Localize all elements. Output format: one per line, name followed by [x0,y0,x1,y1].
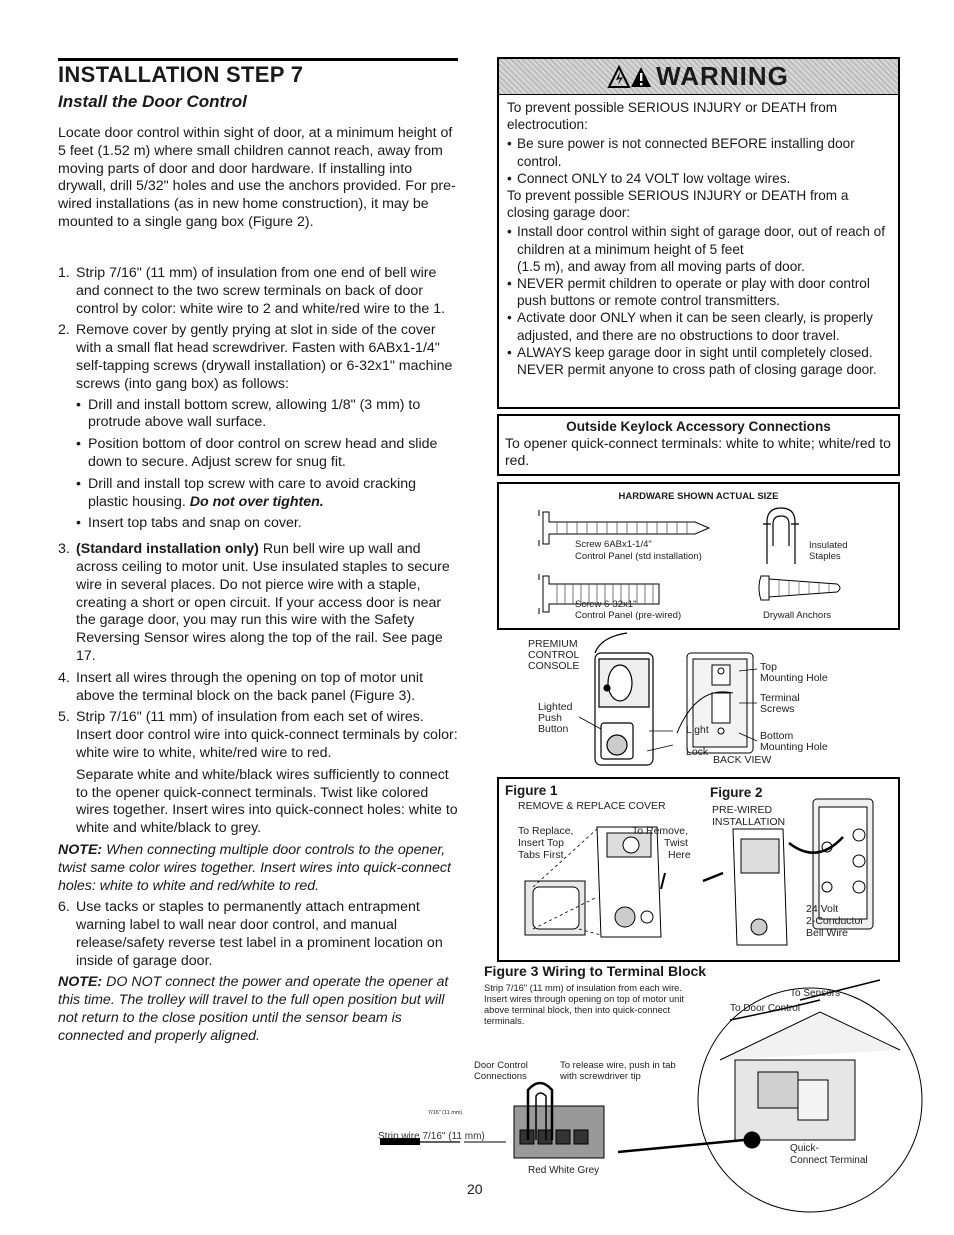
keylock-text: To opener quick-connect terminals: white to white; white/red to red. [505,435,891,468]
note-multiple-controls: NOTE: When connecting multiple door controls to the opener, twist same color wires together. Insert wires into quick-connect holes: white to white and red/white to red. [58,841,451,894]
strip-wire-label: Strip wire 7/16" (11 mm) [378,1131,485,1142]
warning-icon [608,65,652,89]
list-item: 5. Strip 7/16" (11 mm) of insulation from each set of wires. Insert door control wire into quick-connect terminals by color: white wire to white, white/red wire to red. Separate white and white/black wires sufficiently to connect to the opener quick-connect terminals. Twist like colored wires together. Insert wires into quick-connect holes: white to white and white/black to grey. [58,709,458,837]
warning-header [499,59,898,95]
list-bullet: • Insert top tabs and snap on cover. [76,515,302,532]
figure-2-title: Figure 2 [710,785,763,800]
drywall-anchor-icon [759,576,840,600]
note-power: NOTE: DO NOT connect the power and operate the opener at this time. The trolley will travel to the full open position but will not return to the close position until the sensor beam is connected and properly aligned. [58,974,449,1044]
figure-1-title: Figure 1 [505,783,558,798]
hardware-box: HARDWARE SHOWN ACTUAL SIZE Screw 6ABx1-1/4" Control Panel (std installation) Insulated Staples Screw 6-32x1" Control Panel (pre-wired) Drywall Anchors [497,482,900,630]
list-bullet: • Drill and install top screw with care to avoid cracking plastic housing. Do not over tighten. [76,475,417,510]
list-bullet: • Drill and install bottom screw, allowing 1/8" (3 mm) to protrude above wall surface. [76,396,421,431]
list-item: 2. Remove cover by gently prying at slot in side of the cover with a small flat head screwdriver. Fasten with 6ABx1-1/4" self-tapping screws (drywall installation) or 6-32x1" machine screws (into gang box) as follows: • Drill and install bottom screw, allowing 1/8" (3 mm) to protrude above wall surface. • Position bottom of door control on screw head and slide down to secure. Adjust screw for snug fit. • Drill and install top screw with care to avoid cracking plastic housing. Do not over tighten. • Insert top tabs and snap on cover. [58,322,460,537]
insulated-staple-icon [763,508,799,564]
page-number: 20 [467,1181,483,1197]
keylock-box [497,414,900,476]
list-item: 6. Use tacks or staples to permanently attach entrapment warning label to wall near door control, and manual release/safety reverse test label in a prominent location on inside of garage door. [58,899,443,969]
step-subtitle: Install the Door Control [58,92,247,111]
list-bullet: • Position bottom of door control on screw head and slide down to secure. Adjust screw for snug fit. [76,436,438,470]
list-item: 4. Insert all wires through the opening on top of motor unit above the terminal block on the back panel (Figure 3). [58,669,424,704]
list-item: 3. (Standard installation only) Run bell wire up wall and across ceiling to motor unit. Use insulated staples to secure wire in several places. Do not pierce wire with a staple, creating a short or open circuit. If your access door is near the garage door, you may run this wire with the Safety Reversing Sensor wires along the top of the rail. See page 17. [58,541,450,664]
warning-text: To prevent possible SERIOUS INJURY or DEATH from electrocution: • Be sure power is not connected BEFORE installing door control. • Connect ONLY to 24 VOLT low voltage wires. To prevent possible SERIOUS INJURY or DEATH from a closing garage door: • Install door control within sight of garage door, out of reach of children at a minimum height of 5 feet (1.5 m), and away from all moving parts of door. • NEVER permit children to operate or play with door control push buttons or remote control transmitters. • Activate door ONLY when it can be seen clearly, is properly adjusted, and there are no obstructions to door travel. • ALWAYS keep garage door in sight until completely closed. NEVER permit anyone to cross path of closing garage door. [507,100,886,378]
intro-paragraph: Locate door control within sight of door, at a minimum height of 5 feet (1.52 m) where small children cannot reach, away from moving parts of door and door hardware. If installing into drywall, drill 5/32" holes and use the anchors provided. For pre-wired installations (as in new home construction), it may be mounted to a single gang box (Figure 2). [58,125,456,230]
warning-box [497,57,900,409]
figure-3-title: Figure 3 Wiring to Terminal Block [484,963,707,979]
hardware-title: HARDWARE SHOWN ACTUAL SIZE [618,491,779,502]
instruction-list [58,265,460,1050]
warning-title: WARNING [656,61,789,91]
list-item: 1. Strip 7/16" (11 mm) of insulation from one end of bell wire and connect to the two screw terminals on back of door control by color: white wire to 2 and white/red wire to the 1. [58,265,446,317]
title-rule [58,58,458,61]
step-title: INSTALLATION STEP 7 [58,62,304,87]
keylock-title: Outside Keylock Accessory Connections [566,419,831,434]
